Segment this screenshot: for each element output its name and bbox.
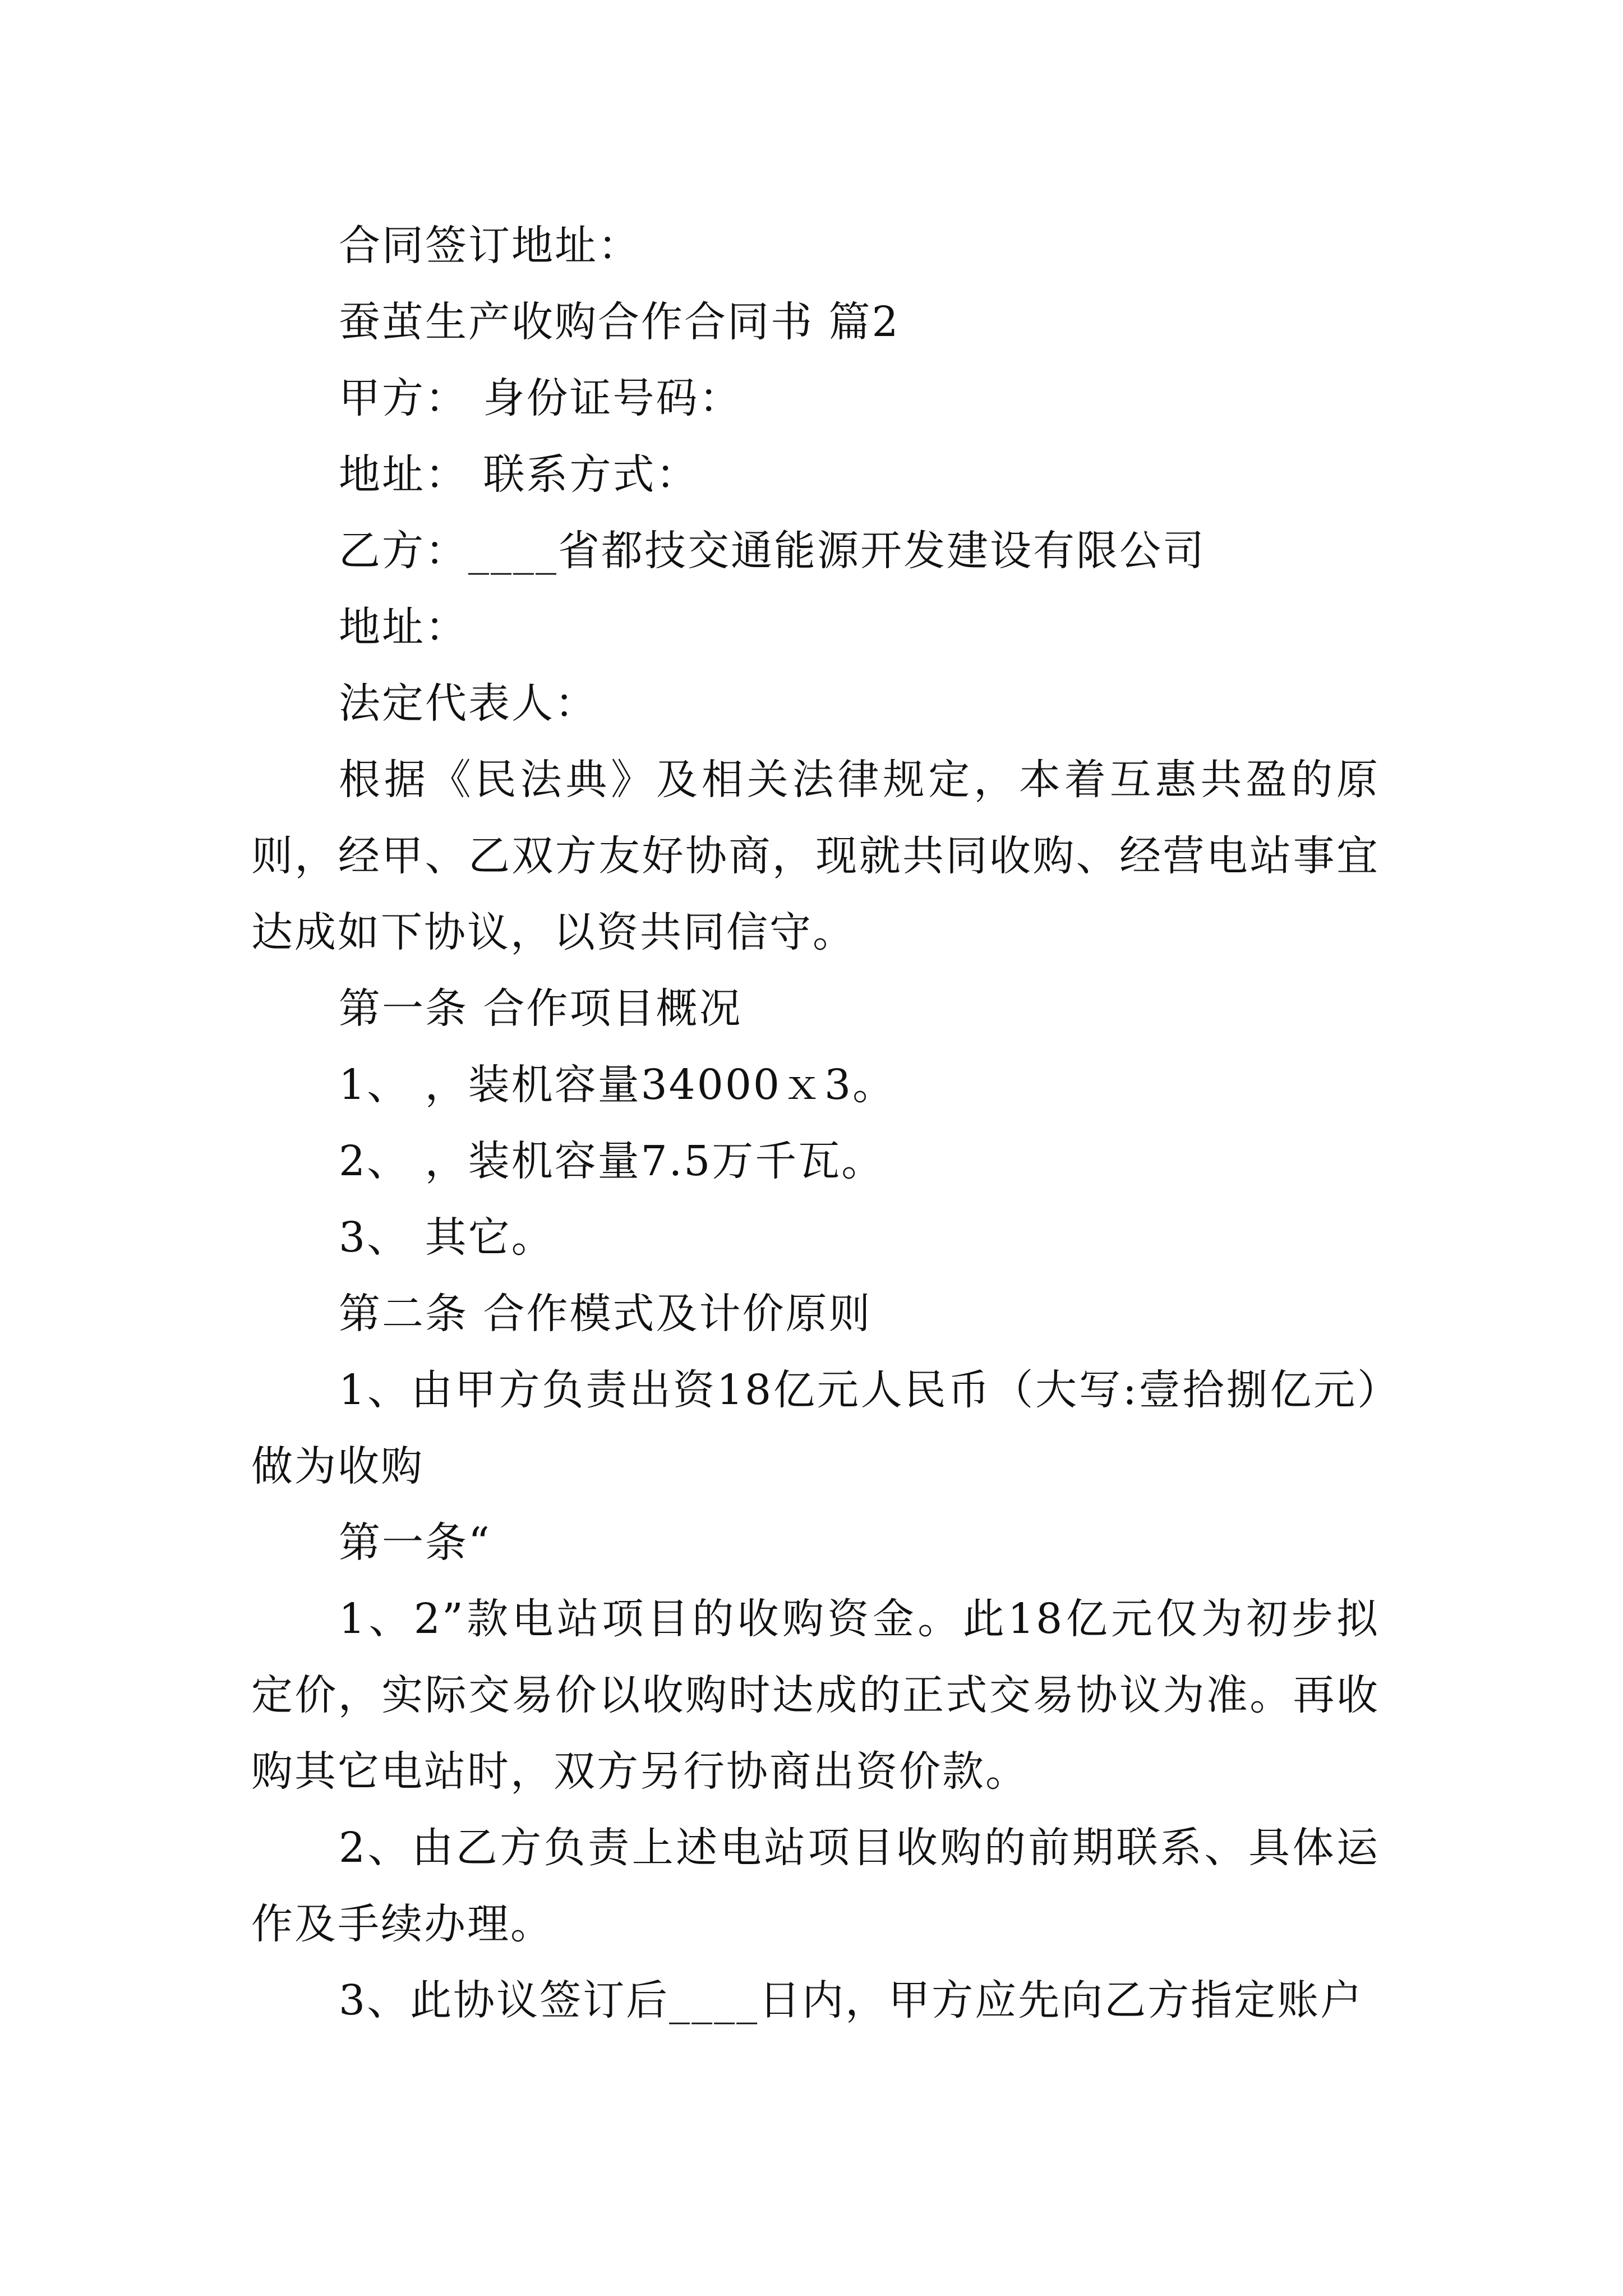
party-b-line: 乙方：____省都技交通能源开发建设有限公司 [339,527,1206,575]
preamble-paragraph: 根据《民法典》及相关法律规定，本着互惠共盈的原则，经甲、乙双方友好协商，现就共同收购、经营电站事宜达成如下协议，以资共同信守。 [251,756,1380,956]
signing-address-line: 合同签订地址： [339,222,641,270]
article-2-item-3: 3、此协议签订后____日内，甲方应先向乙方指定账户 [339,1976,1364,2024]
funding-clause: 1、2”款电站项目的收购资金。此18亿元仅为初步拟定价，实际交易价以收购时达成的正式交易协议为准。再收购其它电站时，双方另行协商出资价款。 [251,1595,1380,1796]
article-2-heading: 第二条 合作模式及计价原则 [339,1290,872,1338]
party-b-address-line: 地址： [339,603,468,651]
article-2-item-1: 1、由甲方负责出资18亿元人民币（大写:壹拾捌亿元）做为收购 [251,1366,1380,1490]
article-2-item-2: 2、由乙方负责上述电站项目收购的前期联系、具体运作及手续办理。 [251,1824,1380,1948]
party-a-address-line: 地址： 联系方式： [339,450,699,499]
article-1-heading: 第一条 合作项目概况 [339,984,743,1033]
document-body [251,208,1380,2039]
party-a-line: 甲方： 身份证号码： [339,374,743,422]
article-1-item-3: 3、 其它。 [339,1213,555,1262]
document-title: 蚕茧生产收购合作合同书 篇2 [339,298,900,346]
article-1-item-1: 1、 ，装机容量34000ｘ3。 [339,1061,896,1109]
article-1-item-2: 2、 ，装机容量7.5万千瓦。 [339,1137,885,1185]
article-1-reference: 第一条“ [339,1519,491,1567]
legal-representative-line: 法定代表人： [339,679,598,728]
